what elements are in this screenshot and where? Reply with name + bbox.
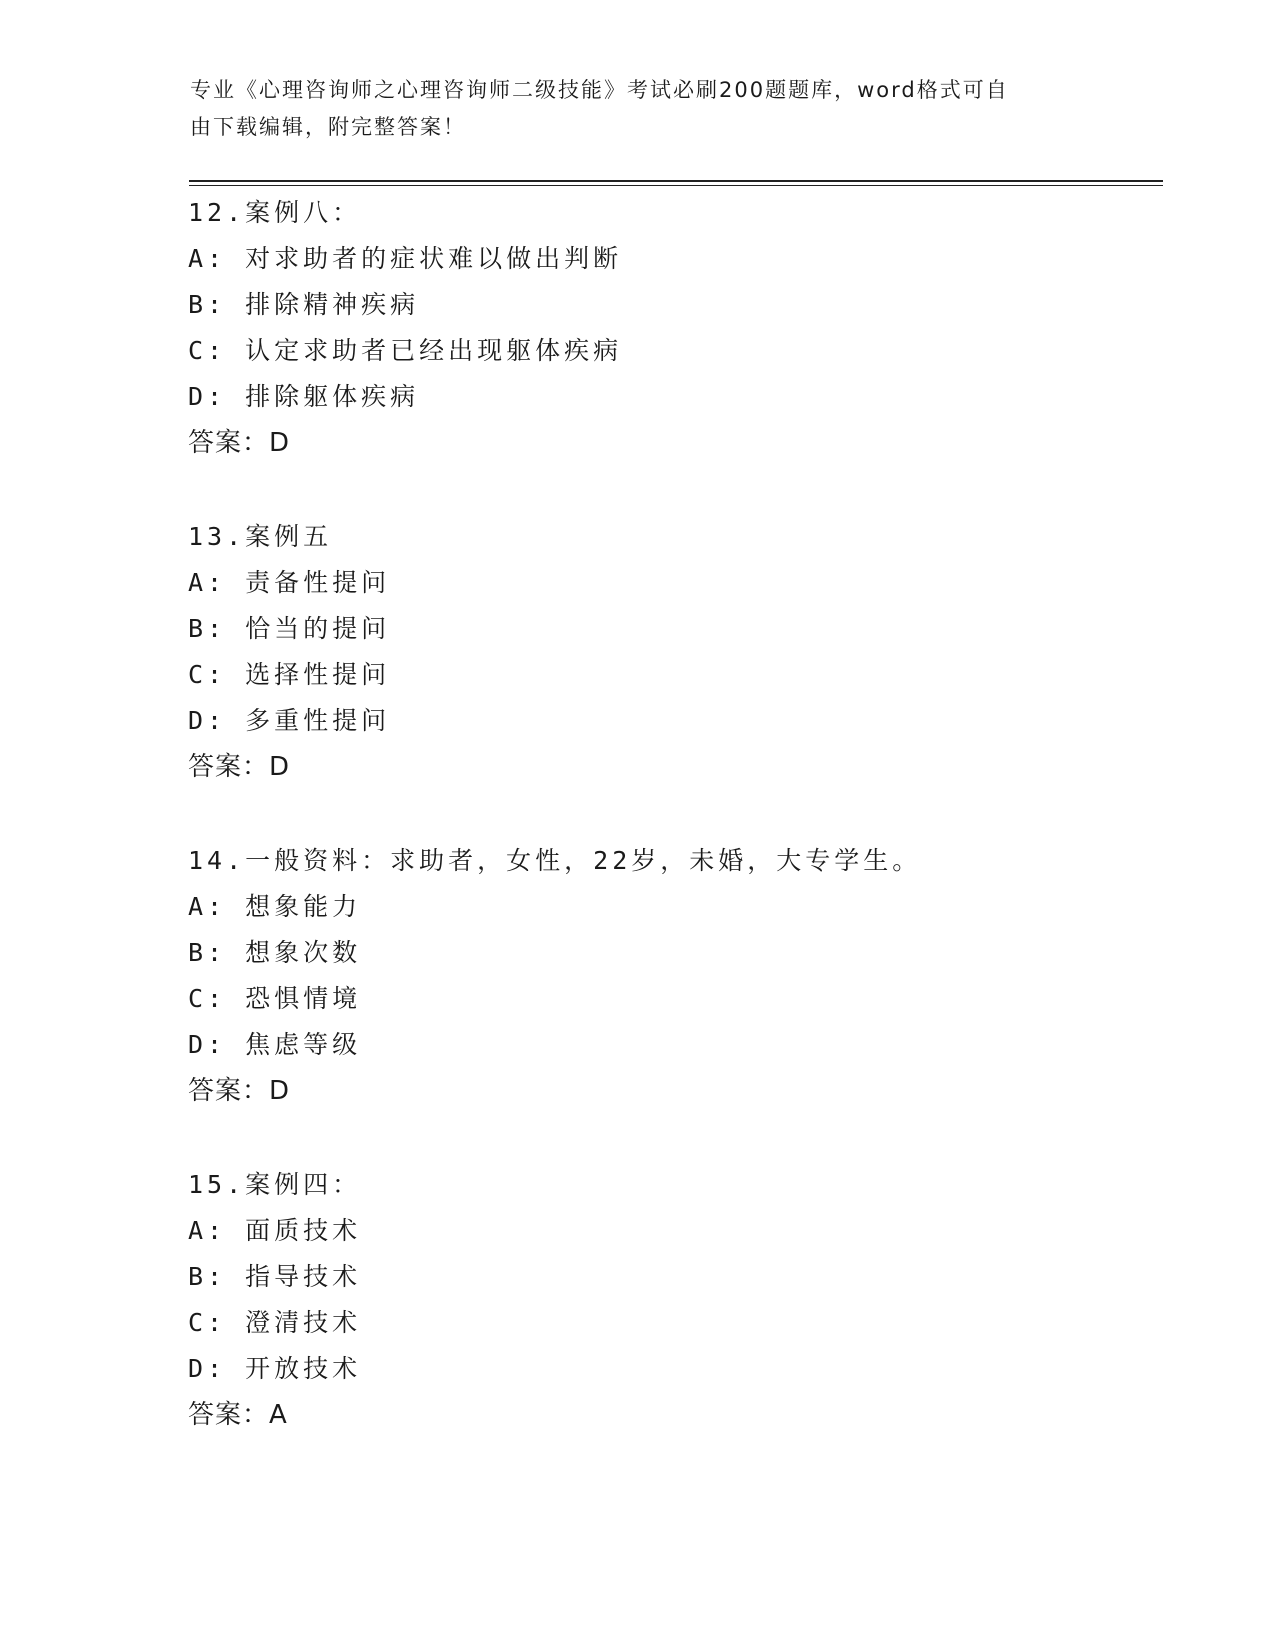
option-c: C: 澄清技术	[188, 1308, 362, 1337]
option-b: B: 恰当的提问	[188, 614, 391, 643]
option-a: A: 想象能力	[188, 892, 362, 921]
question-14	[188, 838, 1168, 1114]
option-c: C: 认定求助者已经出现躯体疾病	[188, 336, 623, 365]
option-b: B: 指导技术	[188, 1262, 362, 1291]
document-header	[190, 72, 1070, 146]
question-12	[188, 190, 1168, 466]
header-line-1: 专业《心理咨询师之心理咨询师二级技能》考试必刷200题题库，word格式可自	[190, 78, 1009, 102]
header-divider-thick	[189, 180, 1163, 182]
option-a: A: 对求助者的症状难以做出判断	[188, 244, 623, 273]
option-a: A: 责备性提问	[188, 568, 391, 597]
option-d: D: 开放技术	[188, 1354, 362, 1383]
header-line-2: 由下载编辑，附完整答案！	[190, 115, 466, 139]
question-stem: 12.案例八：	[188, 198, 362, 227]
option-c: C: 恐惧情境	[188, 984, 362, 1013]
option-d: D: 多重性提问	[188, 706, 391, 735]
answer-line: 答案：D	[188, 1076, 291, 1106]
question-15	[188, 1162, 1168, 1438]
option-d: D: 排除躯体疾病	[188, 382, 420, 411]
option-a: A: 面质技术	[188, 1216, 362, 1245]
question-stem: 14.一般资料：求助者，女性，22岁，未婚，大专学生。	[188, 846, 922, 875]
option-b: B: 想象次数	[188, 938, 362, 967]
question-13	[188, 514, 1168, 790]
option-b: B: 排除精神疾病	[188, 290, 420, 319]
option-d: D: 焦虑等级	[188, 1030, 362, 1059]
answer-line: 答案：D	[188, 428, 291, 458]
question-stem: 13.案例五	[188, 522, 333, 551]
answer-line: 答案：D	[188, 752, 291, 782]
answer-line: 答案：A	[188, 1400, 288, 1430]
question-stem: 15.案例四：	[188, 1170, 362, 1199]
header-divider-thin	[189, 185, 1163, 186]
question-list	[188, 190, 1168, 1486]
option-c: C: 选择性提问	[188, 660, 391, 689]
